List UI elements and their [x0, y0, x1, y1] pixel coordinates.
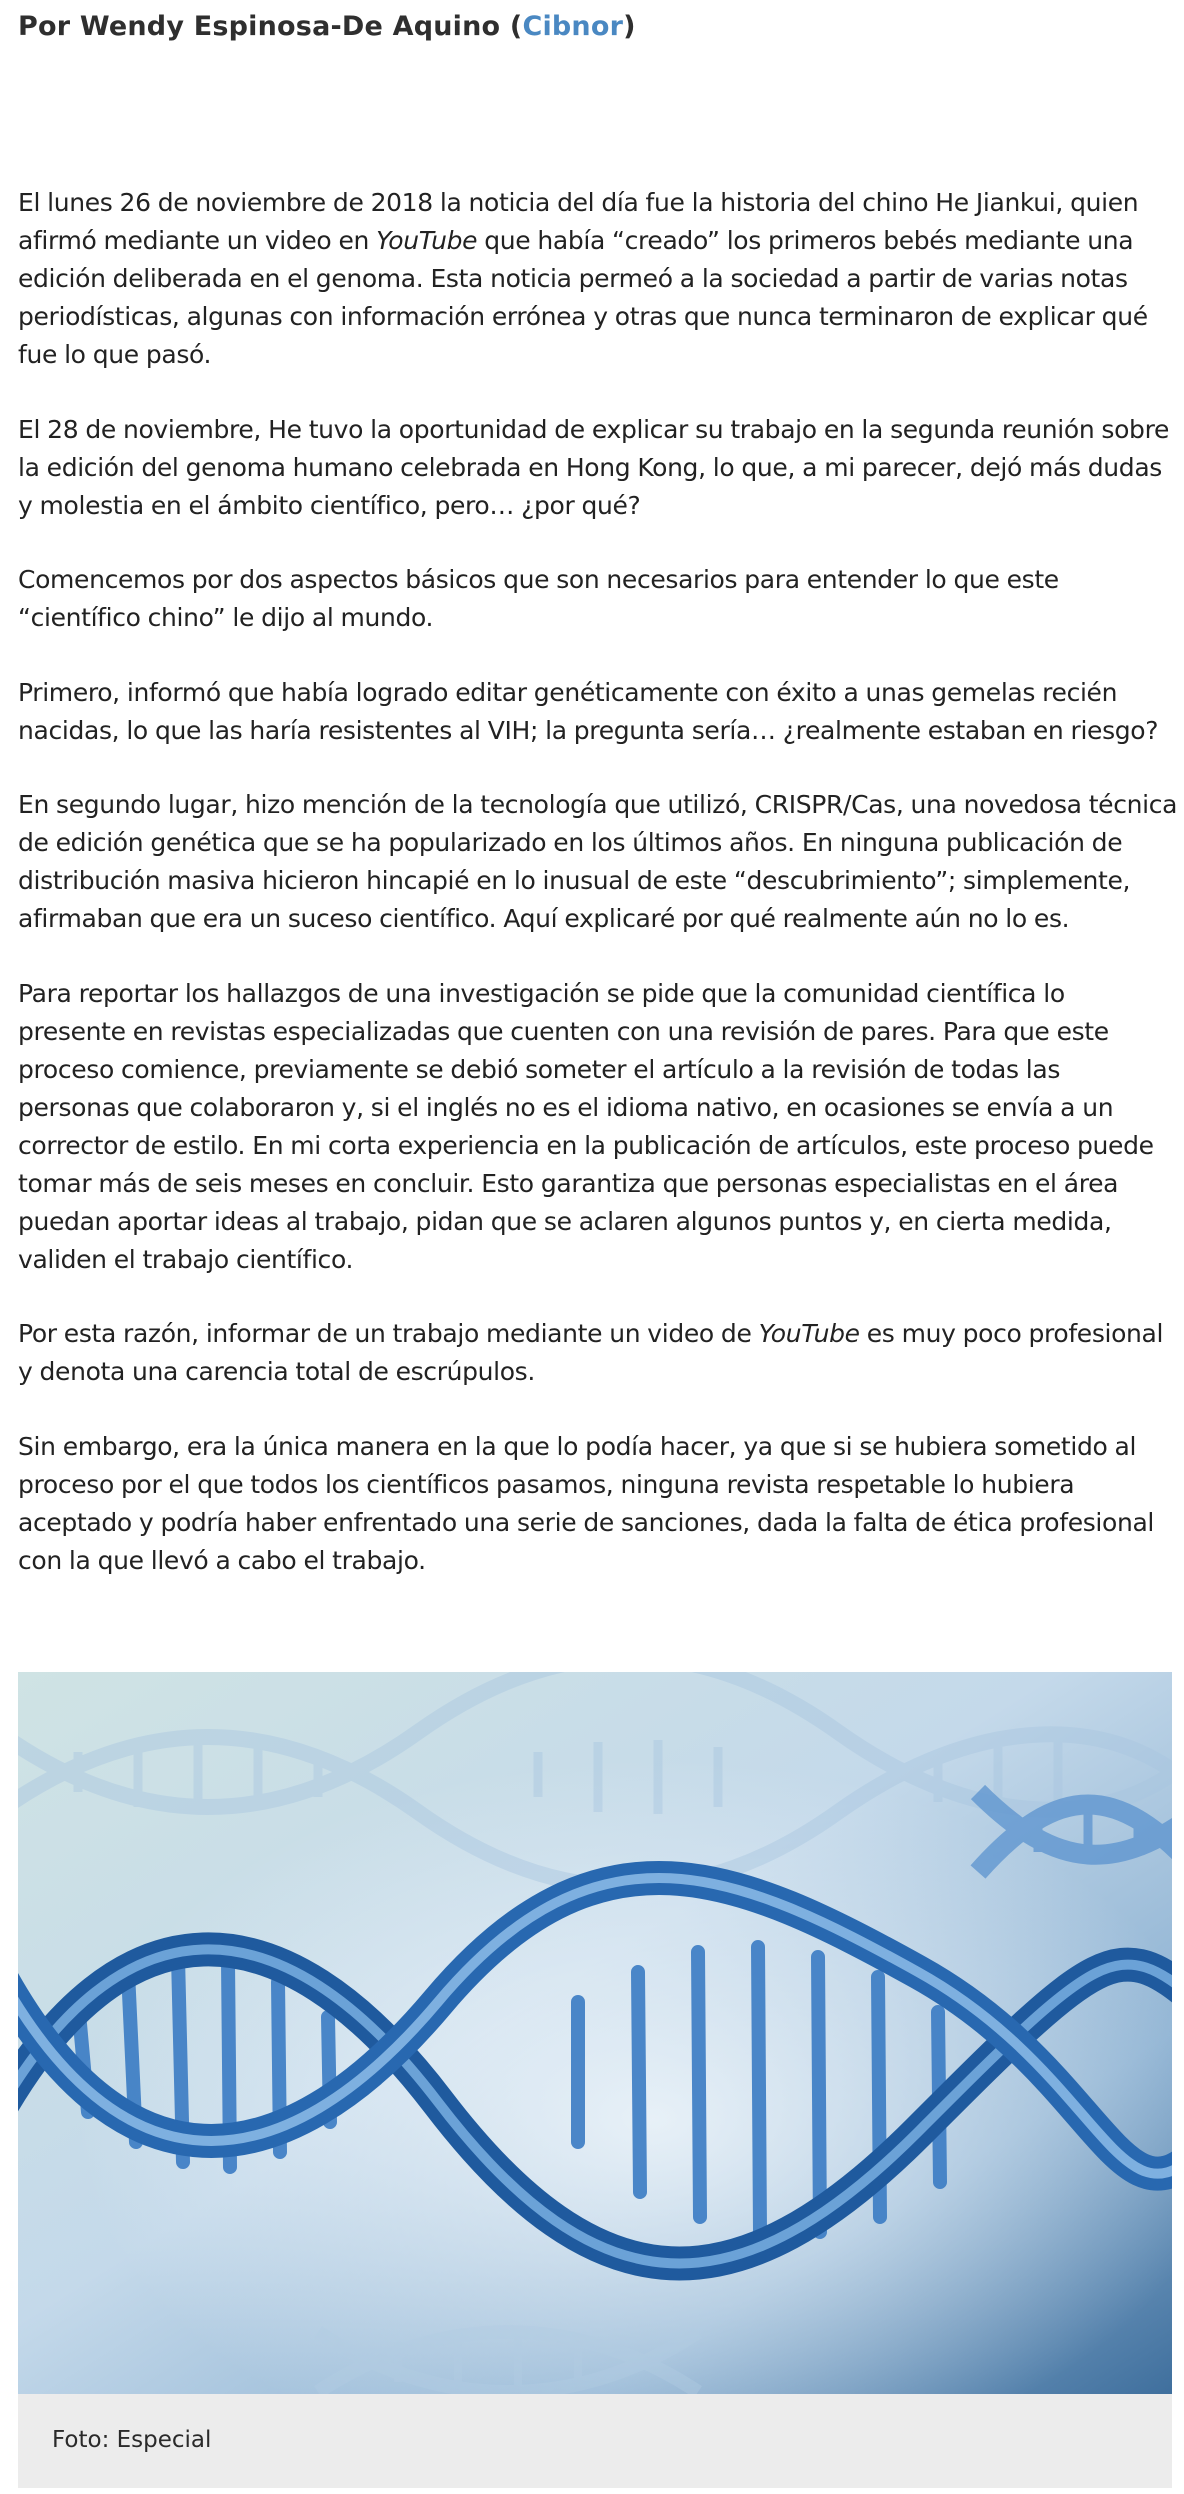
figure-caption: Foto: Especial — [18, 2392, 1172, 2488]
byline-org-link[interactable]: Cibnor — [522, 11, 624, 42]
article — [18, 0, 1178, 1575]
paragraph-6: Para reportar los hallazgos de una investigación se pide que la comunidad científica lo presente en revistas especializadas que cuenten con una revisión de pares. Para que este proceso comience, previamente se debió someter el artículo a la revisión de todas las personas que colaboraron y, si el inglés no es el idioma nativo, en ocasiones se envía a un corrector de estilo. En mi corta experiencia en la publicación de artículos, este proceso puede tomar más de seis meses en concluir. Esto garantiza que personas especialistas en el área puedan aportar ideas al trabajo, pidan que se aclaren algunos puntos y, en cierta medida, validen el trabajo científico. — [18, 978, 1154, 1274]
paragraph-7: Por esta razón, informar de un trabajo mediante un video de YouTube es muy poco profesional y denota una carencia total de escrúpulos. — [18, 1319, 1164, 1386]
article-figure — [18, 1672, 1172, 2488]
paragraph-5: En segundo lugar, hizo mención de la tecnología que utilizó, CRISPR/Cas, una novedosa técnica de edición genética que se ha popularizado en los últimos años. En ninguna publicación de distribución masiva hicieron hincapié en lo inusual de este “descubrimiento”; simplemente, afirmaban que era un suceso científico. Aquí explicaré por qué realmente aún no lo es. — [18, 790, 1178, 933]
dna-helix-photo — [18, 1672, 1172, 2394]
paragraph-4: Primero, informó que había logrado editar genéticamente con éxito a unas gemelas recién nacidas, lo que las haría resistentes al VIH; la pregunta sería… ¿realmente estaban en riesgo? — [18, 677, 1159, 745]
paragraph-1: El lunes 26 de noviembre de 2018 la noticia del día fue la historia del chino He Jiankui, quien afirmó mediante un video en YouTube que había “creado” los primeros bebés mediante una edición deliberada en el genoma. Esta noticia permeó a la sociedad a partir de varias notas periodísticas, algunas con información errónea y otras que nunca terminaron de explicar qué fue lo que pasó. — [18, 188, 1148, 369]
youtube-mention: YouTube — [376, 226, 478, 255]
byline-prefix: Por Wendy Espinosa-De Aquino ( — [18, 11, 523, 42]
youtube-mention: YouTube — [758, 1319, 860, 1348]
author-byline — [18, 0, 1176, 54]
paragraph-2: El 28 de noviembre, He tuvo la oportunidad de explicar su trabajo en la segunda reunión sobre la edición del genoma humano celebrada en Hong Kong, lo que, a mi parecer, dejó más dudas y molestia en el ámbito científico, pero… ¿por qué? — [18, 414, 1169, 520]
paragraph-8: Sin embargo, era la única manera en la que lo podía hacer, ya que si se hubiera sometido al proceso por el que todos los científicos pasamos, ninguna revista respetable lo hubiera aceptado y podría haber enfrentado una serie de sanciones, dada la falta de ética profesional con la que llevó a cabo el trabajo. — [18, 1431, 1155, 1575]
article-body — [18, 184, 1178, 1616]
paragraph-3: Comencemos por dos aspectos básicos que son necesarios para entender lo que este “científico chino” le dijo al mundo. — [18, 565, 1059, 632]
byline-suffix: ) — [623, 11, 636, 42]
